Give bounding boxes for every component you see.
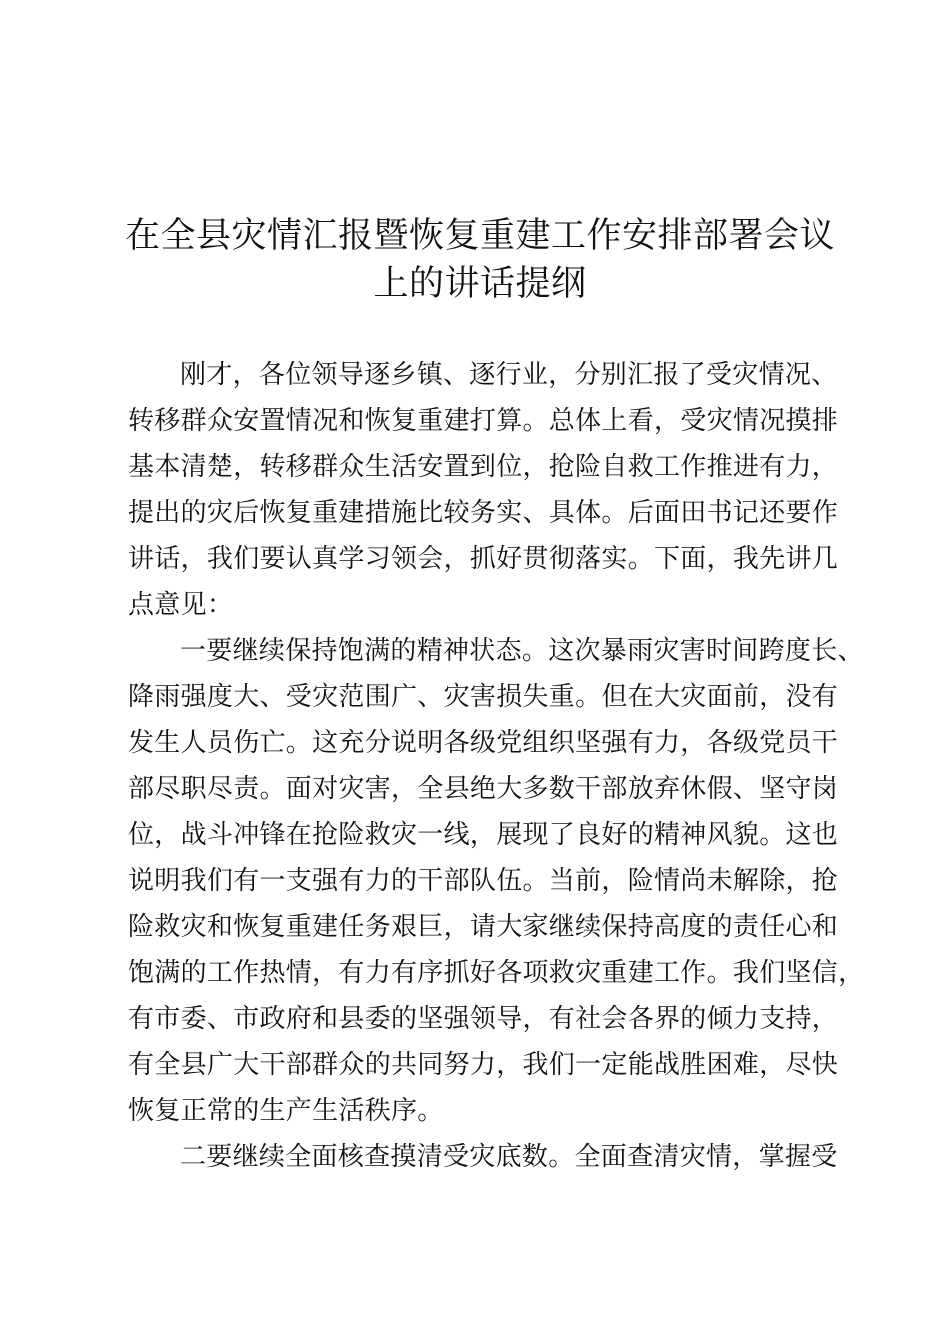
text-line: 提出的灾后恢复重建措施比较务实、具体。后面田书记还要作 — [128, 498, 839, 528]
text-line: 点意见： — [128, 590, 234, 620]
text-line: 有全县广大干部群众的共同努力，我们一定能战胜困难，尽快 — [128, 1050, 839, 1080]
text-line: 饱满的工作热情，有力有序抓好各项救灾重建工作。我们坚信， — [128, 958, 865, 988]
text-line: 一要继续保持饱满的精神状态。这次暴雨灾害时间跨度长、 — [180, 636, 864, 666]
document-body — [128, 352, 865, 1180]
document-title — [100, 212, 860, 308]
text-line: 讲话，我们要认真学习领会，抓好贯彻落实。下面，我先讲几 — [128, 544, 839, 574]
title-line: 上的讲话提纲 — [373, 264, 587, 304]
text-line: 有市委、市政府和县委的坚强领导，有社会各界的倾力支持， — [128, 1004, 839, 1034]
text-line: 基本清楚，转移群众生活安置到位，抢险自救工作推进有力， — [128, 452, 839, 482]
text-line: 刚才，各位领导逐乡镇、逐行业，分别汇报了受灾情况、 — [180, 360, 838, 390]
text-line: 转移群众安置情况和恢复重建打算。总体上看，受灾情况摸排 — [128, 406, 839, 436]
text-line: 位，战斗冲锋在抢险救灾一线，展现了良好的精神风貌。这也 — [128, 820, 839, 850]
text-line: 二要继续全面核查摸清受灾底数。全面查清灾情，掌握受 — [180, 1142, 838, 1172]
paragraph-opening — [128, 352, 838, 628]
text-line: 险救灾和恢复重建任务艰巨，请大家继续保持高度的责任心和 — [128, 912, 839, 942]
title-line: 在全县灾情汇报暨恢复重建工作安排部署会议 — [124, 216, 835, 256]
text-line: 发生人员伤亡。这充分说明各级党组织坚强有力，各级党员干 — [128, 728, 839, 758]
paragraph-point-two — [128, 1134, 838, 1180]
text-line: 降雨强度大、受灾范围广、灾害损失重。但在大灾面前，没有 — [128, 682, 839, 712]
text-line: 说明我们有一支强有力的干部队伍。当前，险情尚未解除，抢 — [128, 866, 839, 896]
paragraph-point-one — [128, 628, 865, 1134]
text-line: 部尽职尽责。面对灾害，全县绝大多数干部放弃休假、坚守岗 — [128, 774, 839, 804]
text-line: 恢复正常的生产生活秩序。 — [128, 1096, 444, 1126]
